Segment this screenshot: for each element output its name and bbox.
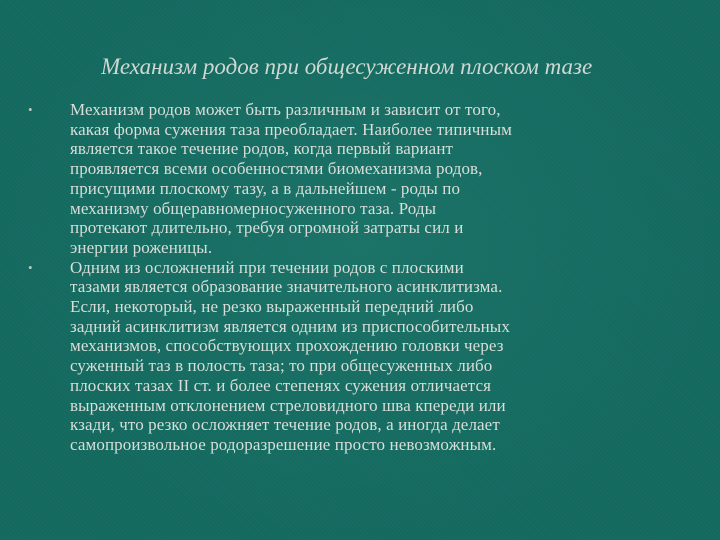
bullet-text: Одним из осложнений при течении родов с плоскими тазами является образование значительного асинклитизма. Если, некоторый, не резко выраженный передний либо задний асинклитизм является одним из приспособительных механизмов, способствующих прохождению головки через суженный таз в полость таза; то при общесуженных либо плоских тазах II ст. и более степенях сужения отличается выраженным отклонением стреловидного шва кпереди или кзади, что резко осложняет течение родов, а иногда делает самопроизвольное родоразрешение просто невозможным. — [70, 257, 510, 454]
bullet-item-2 — [28, 258, 712, 455]
bullet-icon: • — [28, 259, 33, 275]
bullet-list — [28, 100, 712, 455]
bullet-text: Механизм родов может быть различным и зависит от того, какая форма сужения таза преобладает. Наиболее типичным является такое течение родов, когда первый вариант проявляется всеми особенностями биомеханизма родов, присущими плоскому тазу, а в дальнейшем - роды по механизму общеравномерносуженного таза. Роды протекают длительно, требуя огромной затраты сил и энергии роженицы. — [70, 100, 512, 257]
bullet-icon: • — [28, 102, 33, 117]
slide-title: Механизм родов при общесуженном плоском тазе — [101, 54, 593, 79]
bullet-item-1 — [28, 100, 712, 258]
